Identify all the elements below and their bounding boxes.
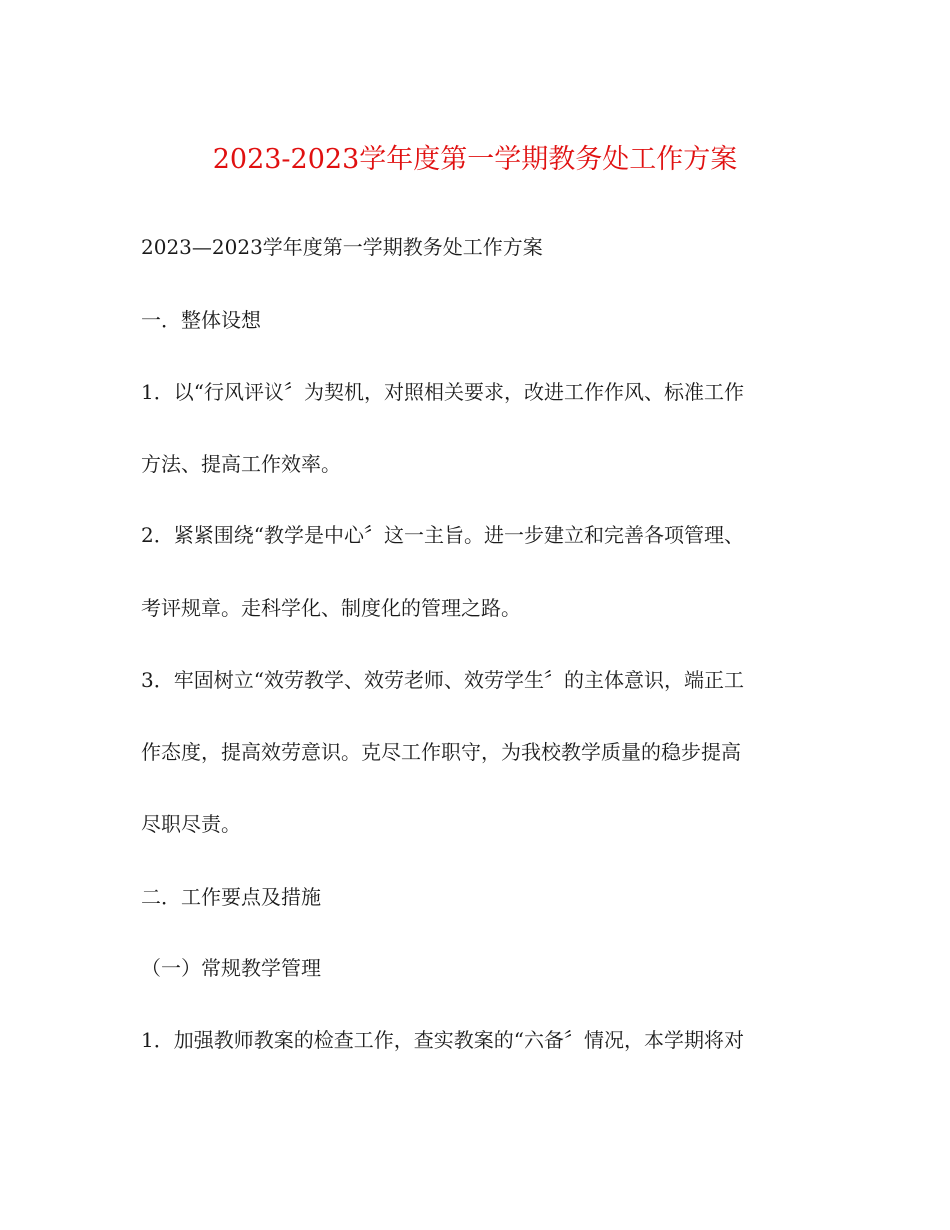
paragraph-line: 1．加强教师教案的检查工作，查实教案的“六备〞情况，本学期将对 (141, 1028, 744, 1052)
paragraph-line: 3．牢固树立“效劳教学、效劳老师、效劳学生〞的主体意识，端正工 (141, 668, 744, 692)
paragraph-line: 方法、提高工作效率。 (141, 452, 341, 476)
paragraph-line: 2．紧紧围绕“教学是中心〞这一主旨。进一步建立和完善各项管理、 (141, 523, 744, 547)
paragraph-line: 考评规章。走科学化、制度化的管理之路。 (141, 596, 521, 620)
paragraph-line: 1．以“行风评议〞为契机，对照相关要求，改进工作作风、标准工作 (141, 380, 744, 404)
section-heading-overall: 一．整体设想 (141, 308, 261, 332)
subtitle-line: 2023—2023学年度第一学期教务处工作方案 (141, 235, 543, 259)
paragraph-line: 尽职尽责。 (141, 812, 241, 836)
subsection-heading: （一）常规教学管理 (141, 956, 321, 980)
paragraph-line: 作态度，提高效劳意识。克尽工作职守，为我校教学质量的稳步提高 (141, 740, 741, 764)
section-heading-measures: 二．工作要点及措施 (141, 885, 321, 909)
document-title: 2023-2023学年度第一学期教务处工作方案 (212, 144, 738, 175)
